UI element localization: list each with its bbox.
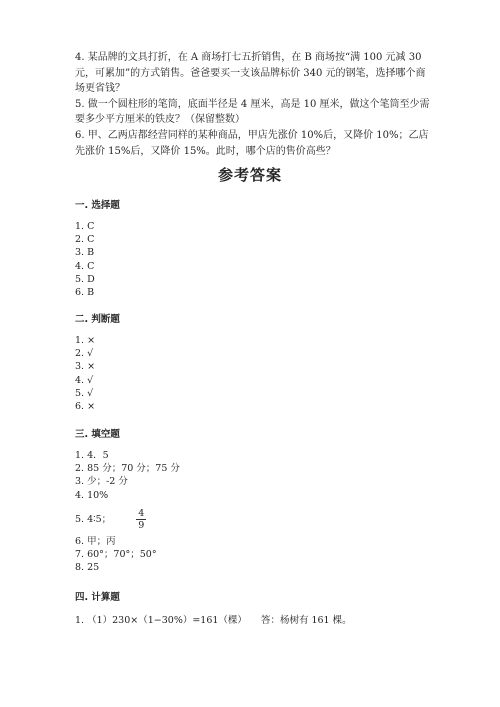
fill-answer-5 [75, 508, 146, 531]
calc-answer-1 [75, 612, 352, 626]
answer-item: 1. × [75, 335, 96, 346]
judge-answers [75, 334, 95, 413]
problem-5: 5. 做一个圆柱形的笔筒，底面半径是 4 厘米，高是 10 厘米，做这个笔筒至少需要多少平方厘米的铁皮？（保留整数） [75, 98, 430, 126]
answer-item: 6. B [75, 287, 95, 299]
answer-title: 参考答案 [217, 166, 282, 184]
answer-item: 4. 10% [75, 489, 109, 501]
section-heading-choice: 一. 选择题 [75, 200, 120, 211]
calc-expression: 1. （1）230×（1−30%）=161（棵） [75, 615, 247, 626]
answer-item: 4. C [75, 260, 95, 272]
fraction-denominator: 9 [138, 520, 145, 531]
answer-item-prefix: 5. 4∶5； [75, 514, 112, 525]
answer-item: 6. 甲；丙 [75, 536, 116, 547]
answer-item: 5. D [75, 273, 95, 285]
section-heading-fill: 三. 填空题 [75, 429, 120, 440]
fraction [136, 508, 146, 531]
answer-item: 2. 85 分；70 分；75 分 [75, 463, 180, 475]
answer-item: 3. 少；-2 分 [75, 476, 128, 488]
answer-item: 7. 60°；70°；50° [75, 549, 157, 561]
problem-4: 4. 某品牌的文具打折，在 A 商场打七五折销售，在 B 商场按“满 100 元减 30 元，可累加”的方式销售。爸爸要买一支该品牌标价 340 元的钢笔，选择哪个商场更省钱？ [75, 52, 426, 95]
section-heading-calc: 四. 计算题 [75, 592, 120, 603]
answer-item: 2. C [75, 234, 95, 246]
calc-answer-text: 答：杨树有 161 棵。 [260, 615, 352, 626]
word-problems [75, 50, 435, 159]
answer-item: 2. √ [75, 348, 94, 360]
answer-item: 8. 25 [75, 562, 100, 574]
answer-item: 4. √ [75, 374, 94, 386]
answer-item: 1. C [75, 221, 95, 232]
section-heading-judge: 二. 判断题 [75, 314, 120, 325]
fill-answers-continued [75, 535, 157, 575]
choice-answers [75, 220, 95, 299]
answer-item: 1. 4．5 [75, 450, 109, 461]
answer-item: 3. B [75, 247, 95, 259]
problem-6: 6. 甲、乙两店都经营同样的某种商品，甲店先涨价 10%后，又降价 10%；乙店先涨价 15%后，又降价 15%。此时，哪个店的售价高些？ [75, 129, 429, 157]
answer-item: 3. × [75, 361, 96, 373]
answer-item: 6. × [75, 401, 96, 413]
fill-answers [75, 449, 180, 502]
fraction-numerator: 4 [138, 508, 145, 519]
answer-item: 5. √ [75, 387, 94, 399]
